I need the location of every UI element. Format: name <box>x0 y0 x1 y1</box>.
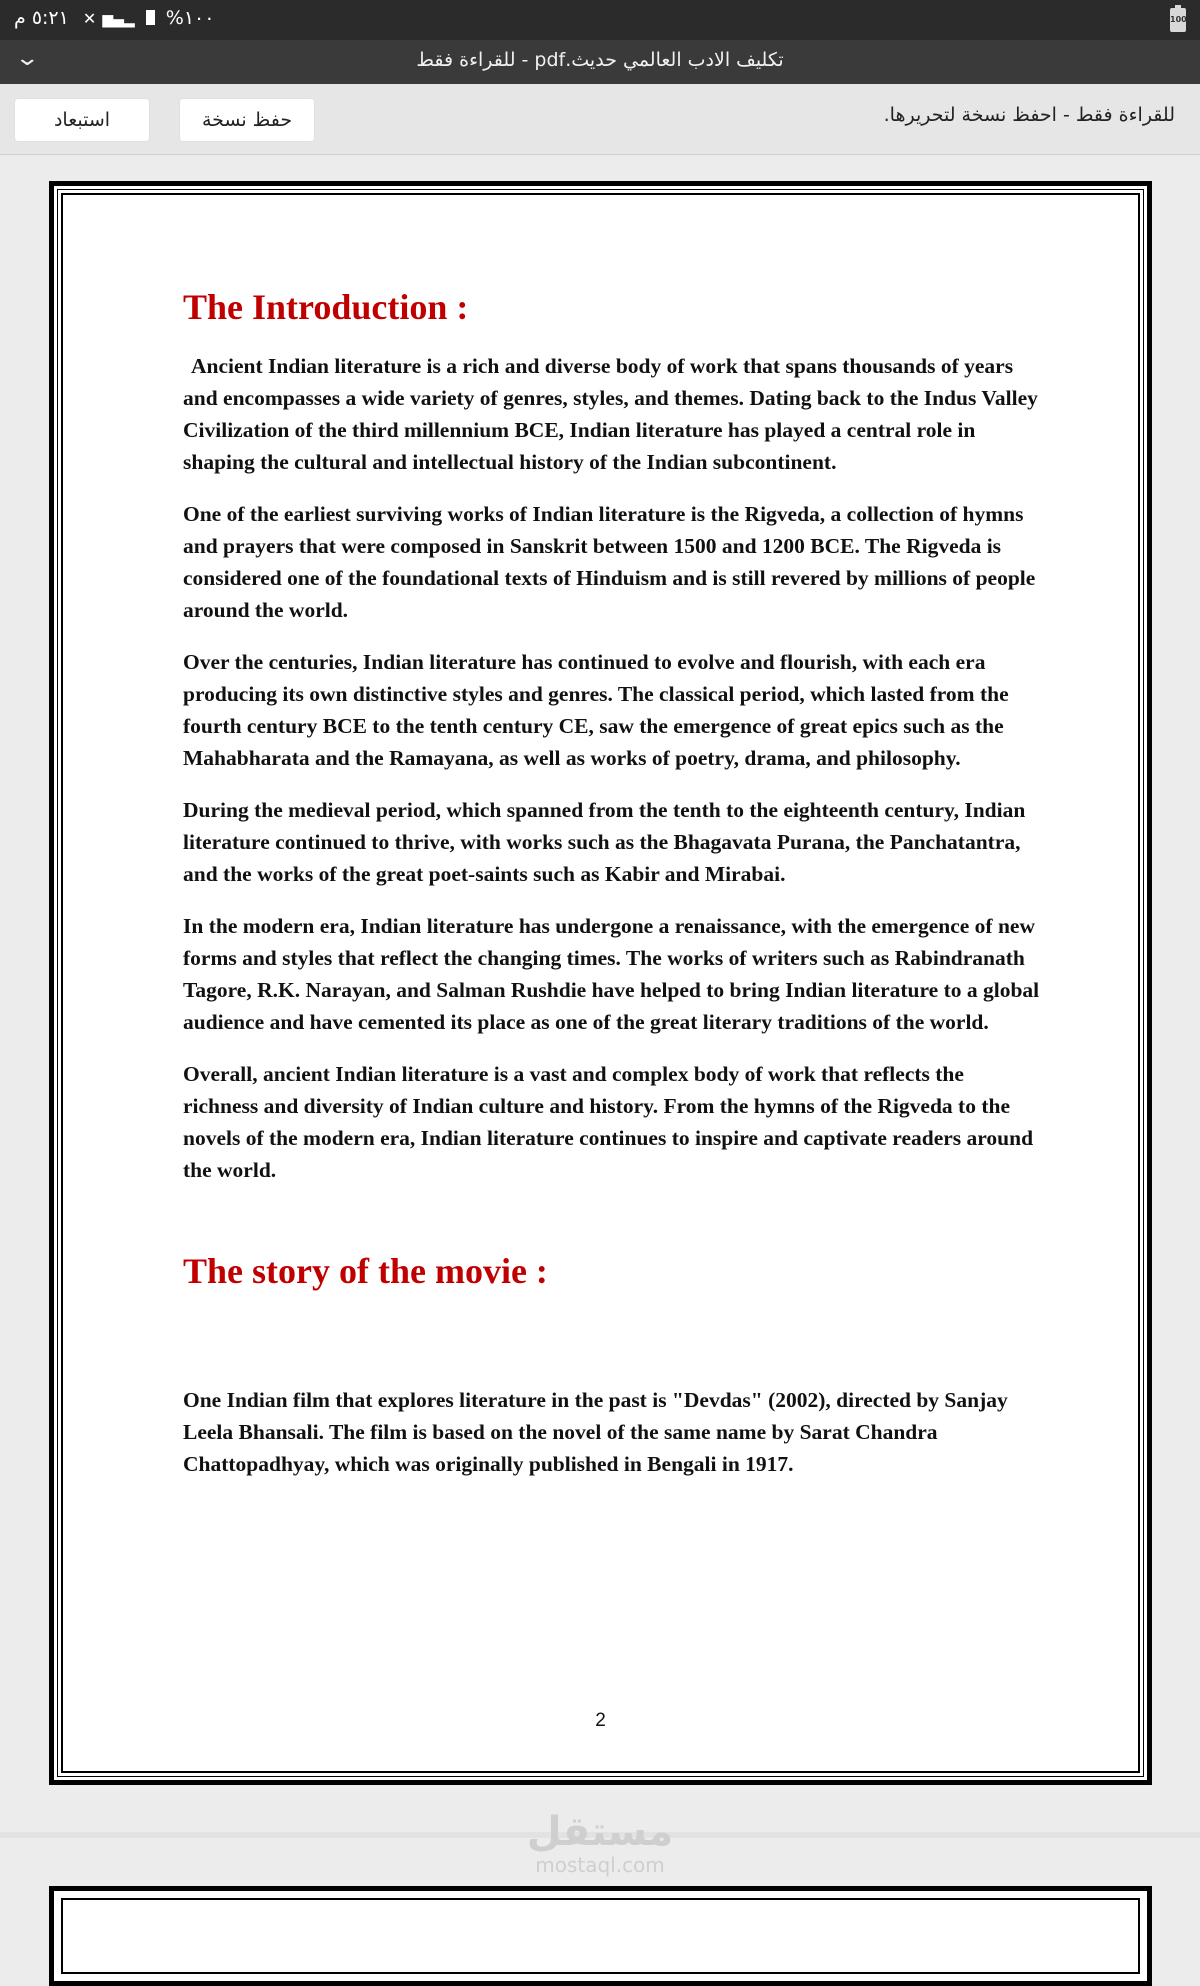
intro-paragraph: Over the centuries, Indian literature has continued to evolve and flourish, with each era producing its own distinctive styles and genres. The classical period, which lasted from the fourth century BCE to the tenth century CE, saw the emergence of great epics such as the Mahabharata and the Ramayana, as well as works of poetry, drama, and philosophy. <box>183 650 1009 770</box>
document-page[interactable] <box>49 181 1152 1785</box>
dismiss-button[interactable]: استبعاد <box>15 99 149 141</box>
status-bar <box>0 0 1200 40</box>
battery-icon <box>146 10 155 25</box>
page-content <box>183 286 1043 1500</box>
intro-paragraph: In the modern era, Indian literature has undergone a renaissance, with the emergence of new forms and styles that reflect the changing times. The works of writers such as Rabindranath Tagore, R.K. Narayan, and Salman Rushdie have helped to bring Indian literature to a global audience and have cemented its place as one of the great literary traditions of the world. <box>183 914 1040 1034</box>
intro-heading: The Introduction : <box>183 287 469 327</box>
battery-saver-icon: 100 <box>1170 8 1186 32</box>
mute-icon: ✕ <box>82 9 97 28</box>
battery-percent: ١٠٠% <box>165 7 215 29</box>
read-only-toolbar <box>0 84 1200 155</box>
intro-paragraph: Overall, ancient Indian literature is a vast and complex body of work that reflects the richness and diversity of Indian culture and history. From the hymns of the Rigveda to the novels of the modern era, Indian literature continues to inspire and captivate readers around the world. <box>183 1062 1034 1182</box>
watermark-logo <box>520 1810 680 1876</box>
clock: ٥:٢١ م <box>14 7 69 29</box>
intro-paragraph: One of the earliest surviving works of Indian literature is the Rigveda, a collection of hymns and prayers that were composed in Sanskrit between 1500 and 1200 BCE. The Rigveda is considered one of the foundational texts of Hinduism and is still revered by millions of people around the world. <box>183 502 1036 622</box>
intro-paragraph: During the medieval period, which spanned from the tenth to the eighteenth century, Indian literature continued to thrive, with works such as the Bhagavata Purana, the Panchatantra, and the works of the great poet-saints such as Kabir and Mirabai. <box>183 798 1026 886</box>
title-bar <box>0 40 1200 84</box>
read-only-notice: للقراءة فقط - احفظ نسخة لتحريرها. <box>883 104 1175 126</box>
page-number: 2 <box>595 1710 606 1731</box>
next-document-page[interactable] <box>49 1886 1152 1986</box>
story-paragraph: One Indian film that explores literature in the past is "Devdas" (2002), directed by Sanjay Leela Bhansali. The film is based on the novel of the same name by Sarat Chandra Chattopadhyay, which was originally published in Bengali in 1917. <box>183 1388 1008 1476</box>
watermark-sub: mostaql.com <box>535 1853 665 1877</box>
status-time <box>14 7 214 29</box>
chevron-down-icon[interactable]: ⌄ <box>14 46 41 71</box>
intro-paragraph: Ancient Indian literature is a rich and diverse body of work that spans thousands of years and encompasses a wide variety of genres, styles, and themes. Dating back to the Indus Valley Civilization of the third millennium BCE, Indian literature has played a central role in shaping the cultural and intellectual history of the Indian subcontinent. <box>183 354 1038 474</box>
story-heading: The story of the movie : <box>183 1251 548 1291</box>
save-copy-button[interactable]: حفظ نسخة <box>180 99 314 141</box>
document-title: تكليف الادب العالمي حديث.pdf - للقراءة فقط <box>416 49 784 71</box>
watermark-main: مستقل <box>526 1809 674 1855</box>
page-border-inner <box>61 1898 1140 1974</box>
signal-icon: ▂▄▆ <box>102 12 135 28</box>
